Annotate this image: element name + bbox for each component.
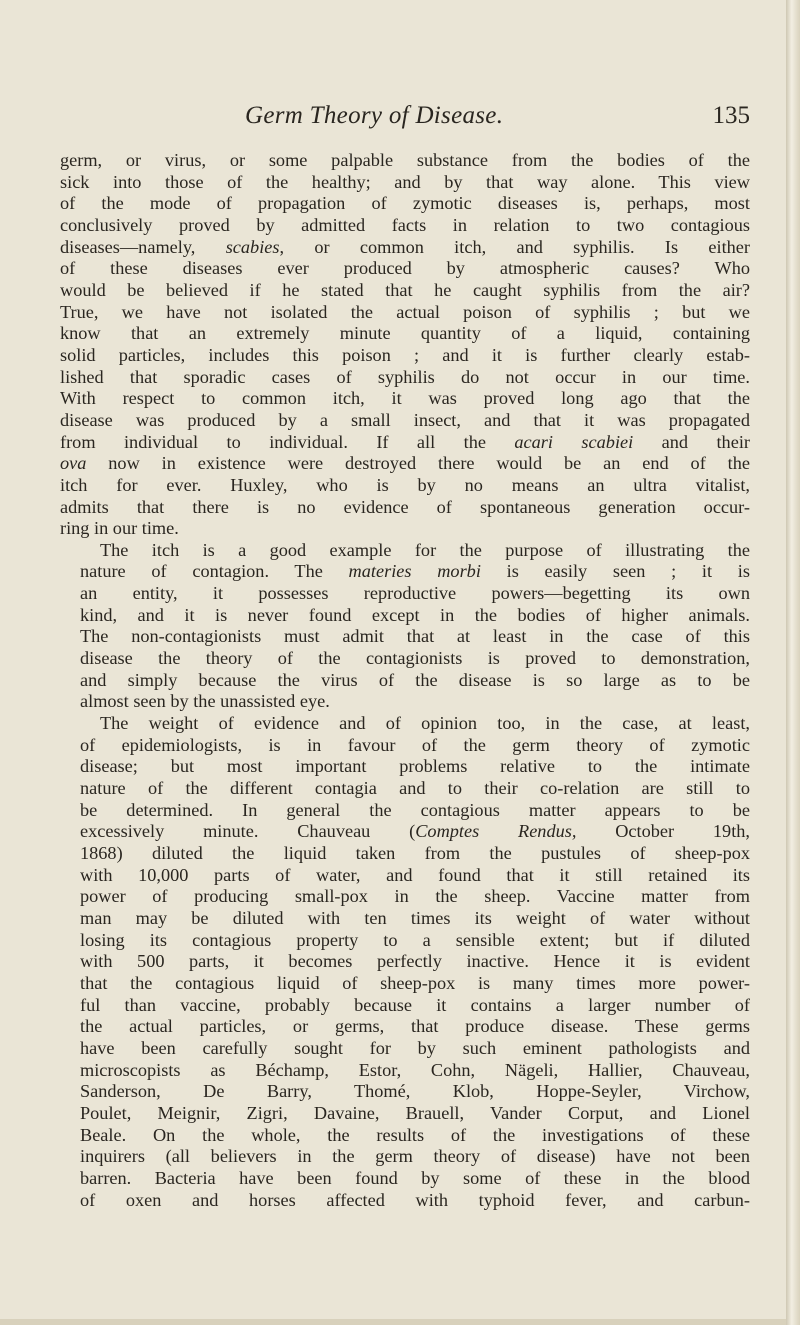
text-line: barren. Bacteria have been found by some of these in the blood xyxy=(80,1167,750,1188)
text-line: ova now in existence were destroyed there would be an end of the xyxy=(60,453,750,474)
text-line: have been carefully sought for by such eminent pathologists and xyxy=(80,1037,750,1058)
text-line: losing its contagious property to a sensible extent; but if diluted xyxy=(80,929,750,950)
text-line: with 10,000 parts of water, and found that it still retained its xyxy=(80,864,750,885)
text-line: inquirers (all believers in the germ theory of disease) have not been xyxy=(80,1146,750,1167)
text-line: kind, and it is never found except in the bodies of higher animals. xyxy=(80,604,750,625)
text-line: ful than vaccine, probably because it contains a larger number of xyxy=(80,994,750,1015)
text-line: would be believed if he stated that he caught syphilis from the air? xyxy=(60,279,750,300)
text-line: and simply because the virus of the disease is so large as to be xyxy=(80,669,750,690)
text-line: With respect to common itch, it was proved long ago that the xyxy=(60,388,750,409)
text-line: man may be diluted with ten times its weight of water without xyxy=(80,907,750,928)
text-line: Sanderson, De Barry, Thomé, Klob, Hoppe-Seyler, Virchow, xyxy=(80,1081,750,1102)
body-text xyxy=(60,150,750,1211)
text-line: itch for ever. Huxley, who is by no means an ultra vitalist, xyxy=(60,474,750,495)
text-line: power of producing small-pox in the sheep. Vaccine matter from xyxy=(80,886,750,907)
text-line: of oxen and horses affected with typhoid fever, and carbun- xyxy=(80,1189,750,1210)
running-title: Germ Theory of Disease. xyxy=(245,102,504,129)
text-line: ring in our time. xyxy=(60,518,179,539)
text-line: conclusively proved by admitted facts in relation to two contagious xyxy=(60,214,750,235)
paragraph-3 xyxy=(60,713,750,1211)
text-line: almost seen by the unassisted eye. xyxy=(80,691,330,712)
text-line: The itch is a good example for the purpose of illustrating the xyxy=(100,539,750,560)
page-number: 135 xyxy=(712,102,750,129)
text-line: that the contagious liquid of sheep-pox is many times more power- xyxy=(80,972,750,993)
page-edge-shadow xyxy=(786,0,800,1325)
text-line: be determined. In general the contagious matter appears to be xyxy=(80,799,750,820)
page-header xyxy=(60,102,750,142)
text-line: disease; but most important problems relative to the intimate xyxy=(80,756,750,777)
text-line: know that an extremely minute quantity of a liquid, containing xyxy=(60,323,750,344)
text-line: disease was produced by a small insect, and that it was propagated xyxy=(60,409,750,430)
text-line: the actual particles, or germs, that produce disease. These germs xyxy=(80,1016,750,1037)
text-line: of these diseases ever produced by atmospheric causes? Who xyxy=(60,258,750,279)
text-line: disease the theory of the contagionists is proved to demonstration, xyxy=(80,648,750,669)
page-bottom-edge xyxy=(0,1319,786,1325)
text-line: nature of contagion. The materies morbi is easily seen ; it is xyxy=(80,561,750,582)
text-line: germ, or virus, or some palpable substance from the bodies of the xyxy=(60,150,750,170)
text-line: nature of the different contagia and to their co-relation are still to xyxy=(80,778,750,799)
text-line: from individual to individual. If all the acari scabiei and their xyxy=(60,431,750,452)
text-line: microscopists as Béchamp, Estor, Cohn, Nägeli, Hallier, Chauveau, xyxy=(80,1059,750,1080)
text-line: Poulet, Meignir, Zigri, Davaine, Brauell, Vander Corput, and Lionel xyxy=(80,1102,750,1123)
text-line: excessively minute. Chauveau (Comptes Rendus, October 19th, xyxy=(80,821,750,842)
text-line: of the mode of propagation of zymotic diseases is, perhaps, most xyxy=(60,193,750,214)
text-line: diseases—namely, scabies, or common itch, and syphilis. Is either xyxy=(60,236,751,257)
text-line: The non-contagionists must admit that at least in the case of this xyxy=(80,626,750,647)
text-line: 1868) diluted the liquid taken from the pustules of sheep-pox xyxy=(80,843,750,863)
text-line: lished that sporadic cases of syphilis do not occur in our time. xyxy=(60,366,750,387)
text-line: The weight of evidence and of opinion too, in the case, at least, xyxy=(100,713,750,734)
paragraph-2 xyxy=(60,540,750,713)
text-line: solid particles, includes this poison ; and it is further clearly estab- xyxy=(60,344,750,365)
text-line: sick into those of the healthy; and by that way alone. This view xyxy=(60,171,750,192)
text-line: with 500 parts, it becomes perfectly inactive. Hence it is evident xyxy=(80,951,750,972)
text-line: an entity, it possesses reproductive powers—begetting its own xyxy=(80,583,750,604)
paragraph-1 xyxy=(60,150,750,540)
text-line: True, we have not isolated the actual poison of syphilis ; but we xyxy=(60,301,750,322)
text-line: Beale. On the whole, the results of the investigations of these xyxy=(80,1124,750,1145)
text-line: of epidemiologists, is in favour of the germ theory of zymotic xyxy=(80,734,750,755)
text-line: admits that there is no evidence of spontaneous generation occur- xyxy=(60,496,750,517)
